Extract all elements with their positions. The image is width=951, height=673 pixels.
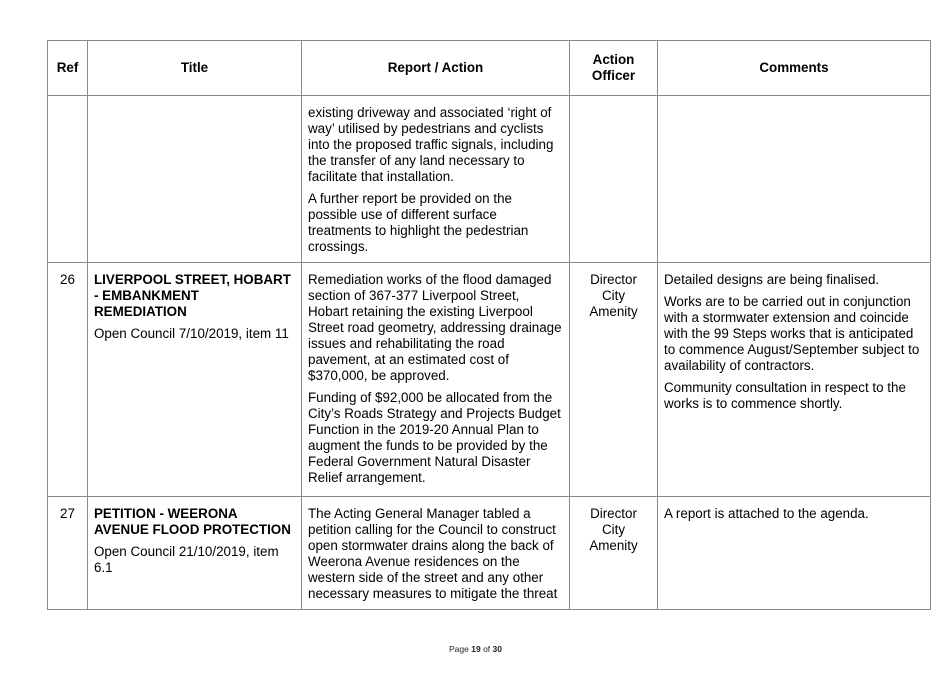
ref-cell: 26 [48,263,88,497]
page-of: of [483,644,491,654]
header-report-action: Report / Action [302,41,570,96]
header-officer-line1: Action [592,52,635,67]
officer-line: City [601,288,626,303]
table-row [48,263,931,497]
header-officer-line2: Officer [591,68,636,83]
page-number-footer [0,644,951,654]
officer-line: Amenity [589,538,638,553]
item-title: LIVERPOOL STREET, HOBART - EMBANKMENT REMEDIATION [94,272,291,319]
meeting-reference: Open Council 7/10/2019, item 11 [94,326,289,341]
report-cell [302,96,570,263]
report-paragraph: existing driveway and associated ‘right of way’ utilised by pedestrians and cyclists into the proposed traffic signals, including the transfer of any land necessary to facilitate that installation. [308,105,554,184]
report-cell [302,263,570,497]
officer-line: Director [590,272,637,287]
officer-cell [570,96,658,263]
page-total: 30 [492,644,502,654]
comment-paragraph: A report is attached to the agenda. [664,506,869,521]
officer-line: Director [590,506,637,521]
report-paragraph: The Acting General Manager tabled a petition calling for the Council to construct open stormwater drains along the back of Weerona Avenue residences on the western side of the street and any other necessary measures to mitigate the threat [308,506,558,601]
officer-line: City [601,522,626,537]
title-cell [88,263,302,497]
ref-cell: 27 [48,497,88,610]
ref-cell [48,96,88,263]
comments-cell [658,263,931,497]
header-action-officer [570,41,658,96]
officer-cell [570,263,658,497]
title-cell [88,497,302,610]
table-row [48,497,931,610]
header-ref: Ref [48,41,88,96]
table-row [48,96,931,263]
action-table [47,40,931,610]
officer-line: Amenity [589,304,638,319]
officer-cell [570,497,658,610]
comments-cell [658,96,931,263]
table-header-row [48,41,931,96]
comment-paragraph: Detailed designs are being finalised. [664,272,880,287]
report-paragraph: Funding of $92,000 be allocated from the City’s Roads Strategy and Projects Budget Function in the 2019-20 Annual Plan to augment the funds to be provided by the Federal Government Natural Disaster Relief arrangement. [308,390,561,485]
comments-cell [658,497,931,610]
report-cell [302,497,570,610]
header-title: Title [88,41,302,96]
page-label: Page [448,644,469,654]
title-cell [88,96,302,263]
report-paragraph: Remediation works of the flood damaged section of 367-377 Liverpool Street, Hobart retaining the existing Liverpool Street road geometry, addressing drainage issues and rehabilitating the road pavement, at an estimated cost of $370,000, be approved. [308,272,562,383]
meeting-reference: Open Council 21/10/2019, item 6.1 [94,544,279,575]
comment-paragraph: Community consultation in respect to the works is to commence shortly. [664,380,906,411]
report-paragraph: A further report be provided on the possible use of different surface treatments to highlight the pedestrian crossings. [308,191,529,254]
comment-paragraph: Works are to be carried out in conjunction with a stormwater extension and coincide with the 99 Steps works that is anticipated to commence August/September subject to availability of contractors. [664,294,920,373]
header-comments: Comments [658,41,931,96]
item-title: PETITION - WEERONA AVENUE FLOOD PROTECTION [94,506,291,537]
page-current: 19 [471,644,481,654]
